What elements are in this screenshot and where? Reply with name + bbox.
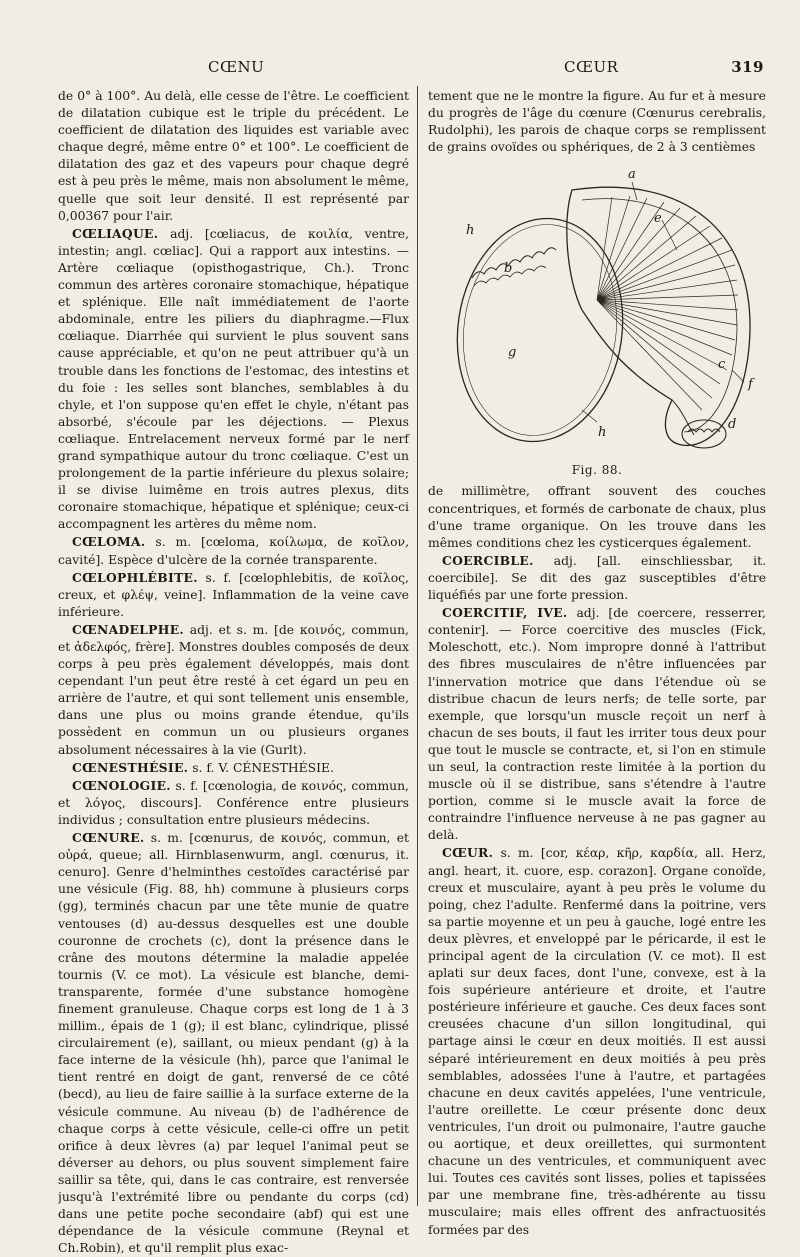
entry-coeur — [428, 844, 766, 1238]
headword-coelophlebite: CŒLOPHLÉBITE. — [72, 569, 198, 585]
header-right-word: CŒUR — [564, 58, 619, 76]
definition-coelophlebite: s. f. [cœlophlebitis, de κοῖλος, creux, et φλέψ, veine]. Inflammation de la veine cave inférieure. — [58, 570, 409, 619]
definition-coeloma: s. m. [cœloma, κοίλωμα, de κοῖλον, cavité]. Espèce d'ulcère de la cornée transparente. — [58, 535, 409, 567]
entry-coeliaque — [58, 225, 409, 534]
running-header — [58, 58, 770, 88]
headword-coercible: COERCIBLE. — [442, 552, 534, 568]
label-f: f — [748, 377, 753, 393]
paragraph-after-figure: de millimètre, offrant souvent des couches concentriques, et formés de carbonate de chaux, plus d'une trame organique. On les trouve dans les mêmes conditions chez les cysticerques également. — [428, 484, 766, 550]
definition-coenologie: s. f. [cœnologia, de κοινός, commun, et λόγος, discours]. Conférence entre plusieurs individus ; consultation entre plusieurs médecins. — [58, 778, 409, 827]
entry-coenadelphe — [58, 621, 409, 759]
label-c: c — [718, 357, 726, 373]
label-b: b — [504, 261, 513, 277]
vesicle-inner-outline — [450, 215, 630, 446]
page-number: 319 — [731, 58, 764, 76]
vesicle-outline — [443, 208, 637, 453]
definition-coenadelphe: adj. et s. m. [de κοινός, commun, et ἀδελφός, frère]. Monstres doubles composés de deux corps à peu près également développés, mais dont cependant l'un peut être resté à cet égard un peu en arrière de l'autre, et qui sont tellement unis ensemble, dans une plus ou moins grande étendue, qu'ils possèdent en commun un ou plusieurs organes absolument nécessaires à la vie (Gurlt). — [58, 622, 409, 757]
definition-coercitif: adj. [de coercere, resserrer, contenir]. — Force coercitive des muscles (Fick, Moleschott, etc.). Nom impropre donné à l'attribut des fibres musculaires de n'être influencées par l'innervation motrice que dans l'étendue où se distribue chacun de leurs nerfs; de telle sorte, par exemple, que lorsqu'un muscle reçoit un nerf à chacun de ses bouts, il faut les irriter tous deux pour que tout le muscle se contracte, et, si l'on en stimule un seul, la contraction reste limitée à la portion du muscle où il se distribue, sans s'étendre à l'autre portion, comme si le muscle avait la force de contraindre l'influence nerveuse à ne pas gagner au delà. — [428, 606, 766, 843]
paragraph-coenure-continued: tement que ne le montre la figure. Au fur et à mesure du progrès de l'âge du cœnure (Cœnurus cerebralis, Rudolphi), les parois de chaque corps se remplissent de grains ovoïdes ou sphériques, de 2 à 3 centièmes — [428, 89, 766, 155]
headword-coercitif: COERCITIF, IVE. — [442, 605, 568, 621]
definition-coenure: s. m. [cœnurus, de κοινός, commun, et οὐρά, queue; all. Hirnblasenwurm, angl. cœnurus, it. cenuro]. Genre d'helminthes cestoïdes caractérisé par une vésicule (Fig. 88, hh) commune à plusieurs corps (gg), terminés chacun par une tête munie de quatre ventouses (d) au-dessus desquelles est une double couronne de crochets (c), dont la présence dans le crâne des moutons détermine la maladie appelée tournis (V. ce mot). La vésicule est blanche, demi-transparente, formée d'une substance homogène finement granuleuse. Chaque corps est long de 1 à 3 millim., épais de 1 (g); il est blanc, cylindrique, plissé circulairement (e), saillant, ou mieux pendant (g) à la face interne de la vésicule (hh), parce que l'animal le tient rentré en doigt de gant, renversé de ce côté (becd), au lieu de faire saillie à la surface externe de la vésicule commune. Au niveau (b) de l'adhérence de chaque corps à cette vésicule, celle-ci offre un petit orifice à deux lèvres (a) par lequel l'animal peut se déverser au dehors, ou plus souvent simplement faire saillir sa tête, qui, dans le cas contraire, est renversée jusqu'à l'extrémité libre ou pendante du corps (cd) dans une petite poche secondaire (abf) qui est une dépendance de la vésicule commune (Reynal et Ch.Robin), et qu'il remplit plus exac- — [58, 831, 409, 1256]
entry-coenologie — [58, 777, 409, 829]
two-column-body — [58, 88, 770, 1257]
coenurus-illustration — [432, 160, 762, 460]
right-column — [418, 88, 766, 1257]
definition-coeur: s. m. [cor, κέαρ, κῆρ, καρδία, all. Herz, angl. heart, it. cuore, esp. corazon]. Organe conoïde, creux et musculaire, ayant à peu près le volume du poing, chez l'adulte. Renfermé dans la poitrine, vers sa partie moyenne et un peu à gauche, logé entre les deux plèvres, et enveloppé par le péricarde, il est le principal agent de la circulation (V. ce mot). Il est aplati sur deux faces, dont l'une, convexe, est à la fois supérieure antérieure et droite, et l'autre postérieure inférieure et gauche. Ces deux faces sont creusées chacune d'un sillon longitudinal, qui partage ainsi le cœur en deux moitiés. Il est aussi séparé intérieurement en deux moitiés à peu près semblables, adossées l'une à l'autre, et partagées chacune en deux cavités appelées, l'une ventricule, l'autre oreillette. Le cœur présente donc deux ventricules, l'un droit ou pulmonaire, l'autre gauche ou aortique, et deux oreillettes, qui surmontent chacune un des ventricules, et communiquent avec lui. Toutes ces cavités sont lisses, polies et tapissées par une membrane fine, très-adhérente au tissu musculaire; mais elles offrent des anfractuosités formées par des — [428, 846, 766, 1237]
label-g: g — [508, 345, 517, 361]
headword-coenure: CŒNURE. — [72, 830, 145, 846]
headword-coeloma: CŒLOMA. — [72, 534, 146, 550]
definition-coercible: adj. [all. einschliessbar, it. coercibile]. Se dit des gaz susceptibles d'être liquéfiés par une forte pression. — [428, 553, 766, 603]
entry-coercitif — [428, 604, 766, 844]
entry-coeloma — [58, 533, 409, 568]
entry-coercible — [428, 552, 766, 604]
definition-coenesthesie: s. f. V. CÉNESTHÉSIE. — [192, 760, 334, 775]
label-e: e — [654, 211, 662, 227]
figure-88 — [428, 160, 766, 479]
label-a: a — [628, 167, 636, 183]
label-d: d — [728, 417, 737, 433]
entry-coenesthesie — [58, 759, 409, 777]
headword-coenologie: CŒNOLOGIE. — [72, 777, 171, 793]
headword-coeliaque: CŒLIAQUE. — [72, 225, 159, 241]
left-column — [58, 88, 417, 1257]
label-h-bottom: h — [598, 425, 607, 441]
label-h-top: h — [466, 223, 475, 239]
figure-caption: Fig. 88. — [571, 463, 623, 478]
headword-coenesthesie: CŒNESTHÉSIE. — [72, 759, 189, 775]
entry-coenure — [58, 829, 409, 1257]
paragraph-dilatation: de 0° à 100°. Au delà, elle cesse de l'être. Le coefficient de dilatation cubique est le triple du précédent. Le coefficient de dilatation des liquides est variable avec chaque degré, même entre 0° et 100°. Le coefficient de dilatation des gaz et des vapeurs pour chaque degré est à peu près le même, mais non absolument le même, quelle que soit leur densité. Il est représenté par 0,00367 pour l'air. — [58, 89, 409, 223]
definition-coeliaque: adj. [cœliacus, de κοιλία, ventre, intestin; angl. cœliac]. Qui a rapport aux intestins. — Artère cœliaque (opisthogastrique, Ch.). Tronc commun des artères coronaire stomachique, hépatique et splénique. Elle naît immédiatement de l'aorte abdominale, entre les piliers du diaphragme.—Flux cœliaque. Diarrhée qui survient le plus souvent sans cause appréciable, et qu'on ne peut attribuer qu'à un trouble dans les fonctions de l'estomac, des intestins et du foie : les selles sont blanches, semblables à du chyle, et l'on suppose qu'en effet le chyle, n'étant pas absorbé, s'écoule par les déjections. — Plexus cœliaque. Entrelacement nerveux formé par le nerf grand sympathique autour du tronc cœliaque. C'est un prolongement de la partie inférieure du plexus solaire; il se divise luimême en trois autres plexus, dits coronaire stomachique, hépatique et splénique; ceux-ci accompagnent les artères du même nom. — [58, 226, 409, 532]
headword-coeur: CŒUR. — [442, 845, 494, 861]
headword-coenadelphe: CŒNADELPHE. — [72, 621, 184, 637]
header-left-word: CŒNU — [208, 58, 265, 76]
entry-coelophlebite — [58, 569, 409, 621]
